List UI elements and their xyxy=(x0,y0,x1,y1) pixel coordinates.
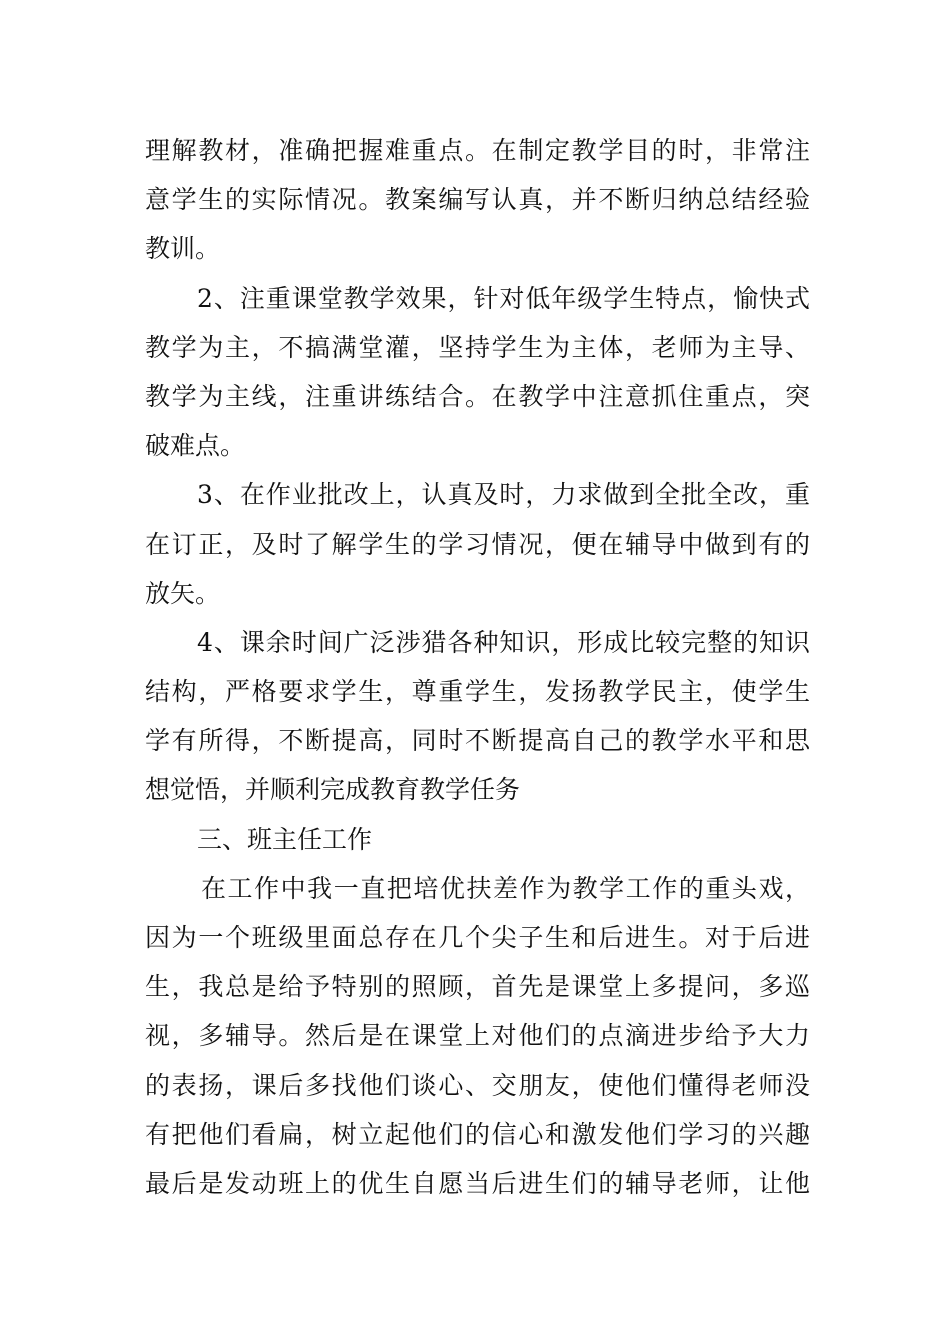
section-heading: 三、班主任工作 xyxy=(197,824,373,854)
text-line: 放矢。 xyxy=(145,578,221,608)
text-line: 视，多辅导。然后是在课堂上对他们的点滴进步给予大力 xyxy=(145,1021,810,1051)
text-line: 生，我总是给予特别的照顾，首先是课堂上多提问，多巡 xyxy=(145,972,810,1002)
text-line: 学有所得，不断提高，同时不断提高自己的教学水平和思 xyxy=(145,726,810,756)
text-line: 在订正，及时了解学生的学习情况，便在辅导中做到有的 xyxy=(145,529,810,559)
document-body xyxy=(145,126,810,1208)
text-line: 教学为主，不搞满堂灌，坚持学生为主体，老师为主导、 xyxy=(145,332,810,362)
text-line: 教训。 xyxy=(145,234,221,264)
text-line: 结构，严格要求学生，尊重学生，发扬教学民主，使学生 xyxy=(145,677,810,707)
text-line: 在工作中我一直把培优扶差作为教学工作的重头戏， xyxy=(201,873,810,903)
text-line: 有把他们看扁，树立起他们的信心和激发他们学习的兴趣 xyxy=(145,1119,810,1149)
text-line: 破难点。 xyxy=(145,431,246,461)
text-line: 教学为主线，注重讲练结合。在教学中注意抓住重点，突 xyxy=(145,381,810,411)
text-line: 3、在作业批改上，认真及时，力求做到全批全改，重 xyxy=(197,480,810,510)
text-line: 的表扬，课后多找他们谈心、交朋友，使他们懂得老师没 xyxy=(145,1070,810,1100)
text-line: 想觉悟，并顺利完成教育教学任务 xyxy=(145,775,521,805)
text-line: 4、课余时间广泛涉猎各种知识，形成比较完整的知识 xyxy=(197,627,810,657)
text-line: 理解教材，准确把握难重点。在制定教学目的时，非常注 xyxy=(145,136,810,165)
text-line: 最后是发动班上的优生自愿当后进生们的辅导老师，让他 xyxy=(145,1168,810,1198)
text-line: 意学生的实际情况。教案编写认真，并不断归纳总结经验 xyxy=(145,185,810,215)
text-line: 因为一个班级里面总存在几个尖子生和后进生。对于后进 xyxy=(145,923,810,952)
text-line: 2、注重课堂教学效果，针对低年级学生特点，愉快式 xyxy=(197,283,810,313)
